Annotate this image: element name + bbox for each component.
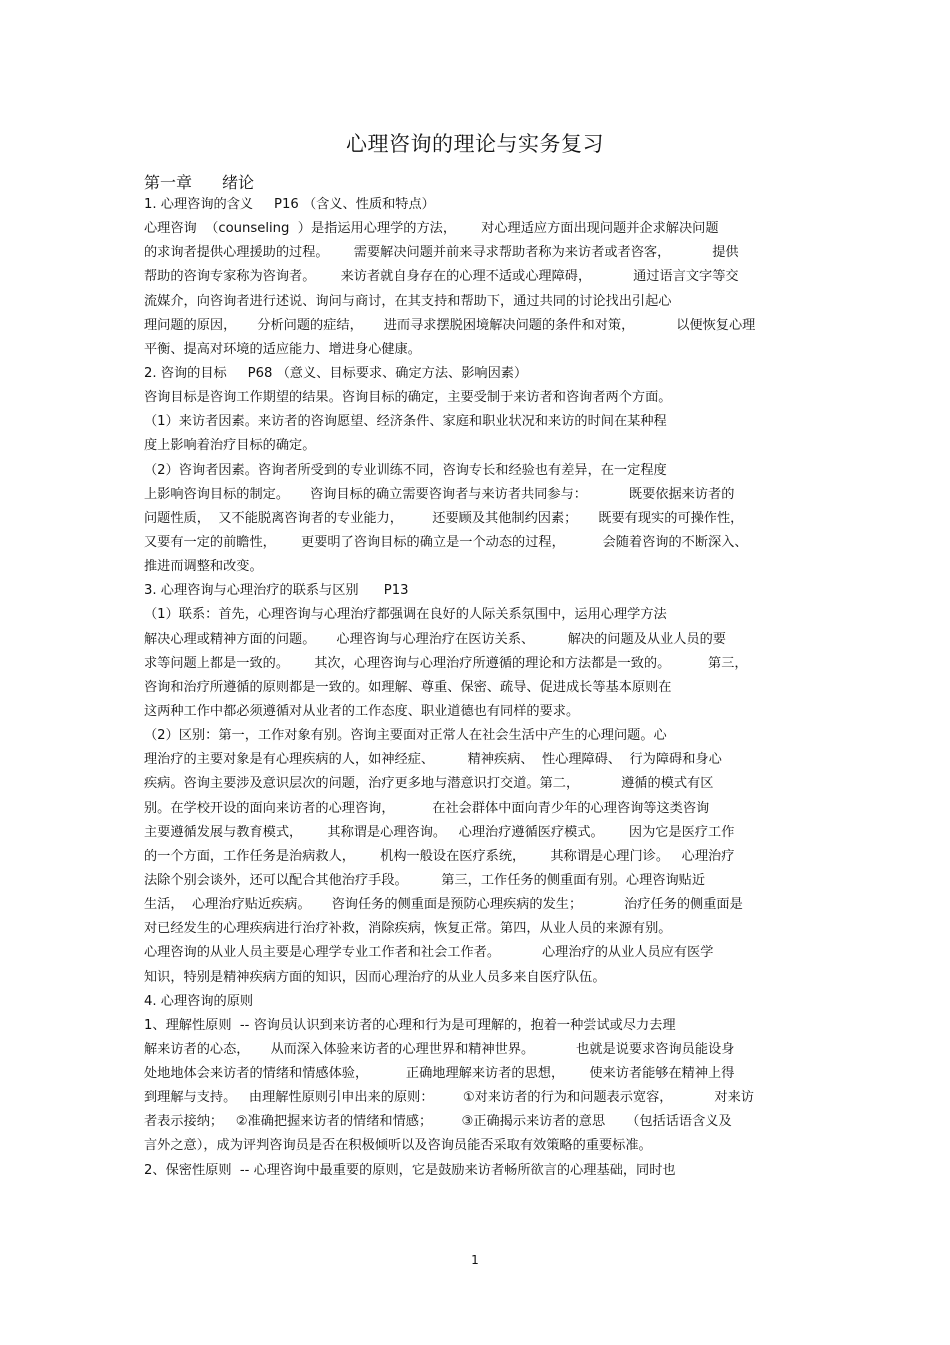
text-line: 生活， 心理治疗贴近疾病。 咨询任务的侧重面是预防心理疾病的发生； 治疗任务的侧重面是 <box>144 897 743 913</box>
text-line: （2）区别：第一，工作对象有别。咨询主要面对正常人在社会生活中产生的心理问题。心 <box>144 728 667 744</box>
chapter-heading <box>144 170 254 193</box>
chapter-name: 绪论 <box>222 173 255 192</box>
text-line: 求等问题上都是一致的。 其次，心理咨询与心理治疗所遵循的理论和方法都是一致的。 第三， <box>144 655 748 671</box>
text-line: 者表示接纳； ②准确把握来访者的情绪和情感； ③正确揭示来访者的意思 （包括话语含义及 <box>144 1114 732 1130</box>
text-line: 问题性质， 又不能脱离咨询者的专业能力， 还要顾及其他制约因素； 既要有现实的可操作性， <box>144 510 744 526</box>
text-line: 心理咨询 （counseling ）是指运用心理学的方法， 对心理适应方面出现问题并企求解决问题 <box>144 221 719 237</box>
text-line: （1）联系：首先，心理咨询与心理治疗都强调在良好的人际关系氛围中，运用心理学方法 <box>144 607 667 623</box>
page-number: 1 <box>471 1253 479 1267</box>
text-line: 处地地体会来访者的情绪和情感体验， 正确地理解来访者的思想， 使来访者能够在精神上得 <box>144 1066 735 1082</box>
text-line: 2. 咨询的目标 P68 （意义、目标要求、确定方法、影响因素） <box>144 365 528 381</box>
text-line: 到理解与支持。 由理解性原则引申出来的原则： ①对来访者的行为和问题表示宽容， 对来访 <box>144 1090 754 1106</box>
text-line: 法除个别会谈外，还可以配合其他治疗手段。 第三，工作任务的侧重面有别。心理咨询贴近 <box>144 872 706 888</box>
text-line: 对已经发生的心理疾病进行治疗补救，消除疾病，恢复正常。第四，从业人员的来源有别。 <box>144 921 672 937</box>
text-line: 2、保密性原则 -- 心理咨询中最重要的原则，它是鼓励来访者畅所欲言的心理基础，同时也 <box>144 1162 676 1178</box>
text-line: 理治疗的主要对象是有心理疾病的人，如神经症、 精神疾病、 性心理障碍、 行为障碍和身心 <box>144 752 722 768</box>
document-title: 心理咨询的理论与实务复习 <box>346 132 604 156</box>
chapter-label: 第一章 <box>144 173 193 192</box>
text-line: （2）咨询者因素。咨询者所受到的专业训练不同，咨询专长和经验也有差异，在一定程度 <box>144 462 667 478</box>
text-line: 理问题的原因， 分析问题的症结， 进而寻求摆脱困境解决问题的条件和对策， 以便恢复心理 <box>144 317 756 333</box>
text-line: （1）来访者因素。来访者的咨询愿望、经济条件、家庭和职业状况和来访的时间在某种程 <box>144 414 667 430</box>
text-line: 平衡、提高对环境的适应能力、增进身心健康。 <box>144 341 421 357</box>
text-line: 疾病。咨询主要涉及意识层次的问题，治疗更多地与潜意识打交道。第二， 遵循的模式有区 <box>144 776 714 792</box>
text-line: 主要遵循发展与教育模式， 其称谓是心理咨询。 心理治疗遵循医疗模式。 因为它是医疗工作 <box>144 824 735 840</box>
text-line: 知识，特别是精神疾病方面的知识，因而心理治疗的从业人员多来自医疗队伍。 <box>144 969 606 985</box>
text-line: 咨询目标是咨询工作期望的结果。咨询目标的确定，主要受制于来访者和咨询者两个方面。 <box>144 390 672 406</box>
text-line: 3. 心理咨询与心理治疗的联系与区别 P13 <box>144 583 409 599</box>
text-line: 咨询和治疗所遵循的原则都是一致的。如理解、尊重、保密、疏导、促进成长等基本原则在 <box>144 679 672 695</box>
text-line: 1、理解性原则 -- 咨询员认识到来访者的心理和行为是可理解的，抱着一种尝试或尽力去理 <box>144 1017 676 1033</box>
text-line: 4. 心理咨询的原则 <box>144 993 254 1009</box>
text-line: 言外之意），成为评判咨询员是否在积极倾听以及咨询员能否采取有效策略的重要标准。 <box>144 1138 652 1154</box>
text-line: 上影响咨询目标的制定。 咨询目标的确立需要咨询者与来访者共同参与： 既要依据来访者的 <box>144 486 735 502</box>
text-line: 流媒介，向咨询者进行述说、询问与商讨，在其支持和帮助下，通过共同的讨论找出引起心 <box>144 293 672 309</box>
text-line: 解来访者的心态， 从而深入体验来访者的心理世界和精神世界。 也就是说要求咨询员能设身 <box>144 1041 735 1057</box>
text-line: 解决心理或精神方面的问题。 心理咨询与心理治疗在医访关系、 解决的问题及从业人员的要 <box>144 631 726 647</box>
document-body <box>144 193 812 1183</box>
text-line: 1. 心理咨询的含义 P16 （含义、性质和特点） <box>144 197 435 212</box>
text-line: 的一个方面，工作任务是治病救人， 机构一般设在医疗系统， 其称谓是心理门诊。 心理治疗 <box>144 848 735 864</box>
text-line: 的求询者提供心理援助的过程。 需要解决问题并前来寻求帮助者称为来访者或者咨客， 提供 <box>144 245 739 261</box>
text-line: 别。在学校开设的面向来访者的心理咨询， 在社会群体中面向青少年的心理咨询等这类咨询 <box>144 800 710 816</box>
text-line: 又要有一定的前瞻性， 更要明了咨询目标的确立是一个动态的过程， 会随着咨询的不断深入、 <box>144 534 748 550</box>
text-line: 心理咨询的从业人员主要是心理学专业工作者和社会工作者。 心理治疗的从业人员应有医学 <box>144 945 714 961</box>
text-line: 这两种工作中都必须遵循对从业者的工作态度、职业道德也有同样的要求。 <box>144 703 580 719</box>
text-line: 帮助的咨询专家称为咨询者。 来访者就自身存在的心理不适或心理障碍， 通过语言文字等交 <box>144 269 739 285</box>
text-line: 推进而调整和改变。 <box>144 559 263 575</box>
text-line: 度上影响着治疗目标的确定。 <box>144 438 316 454</box>
